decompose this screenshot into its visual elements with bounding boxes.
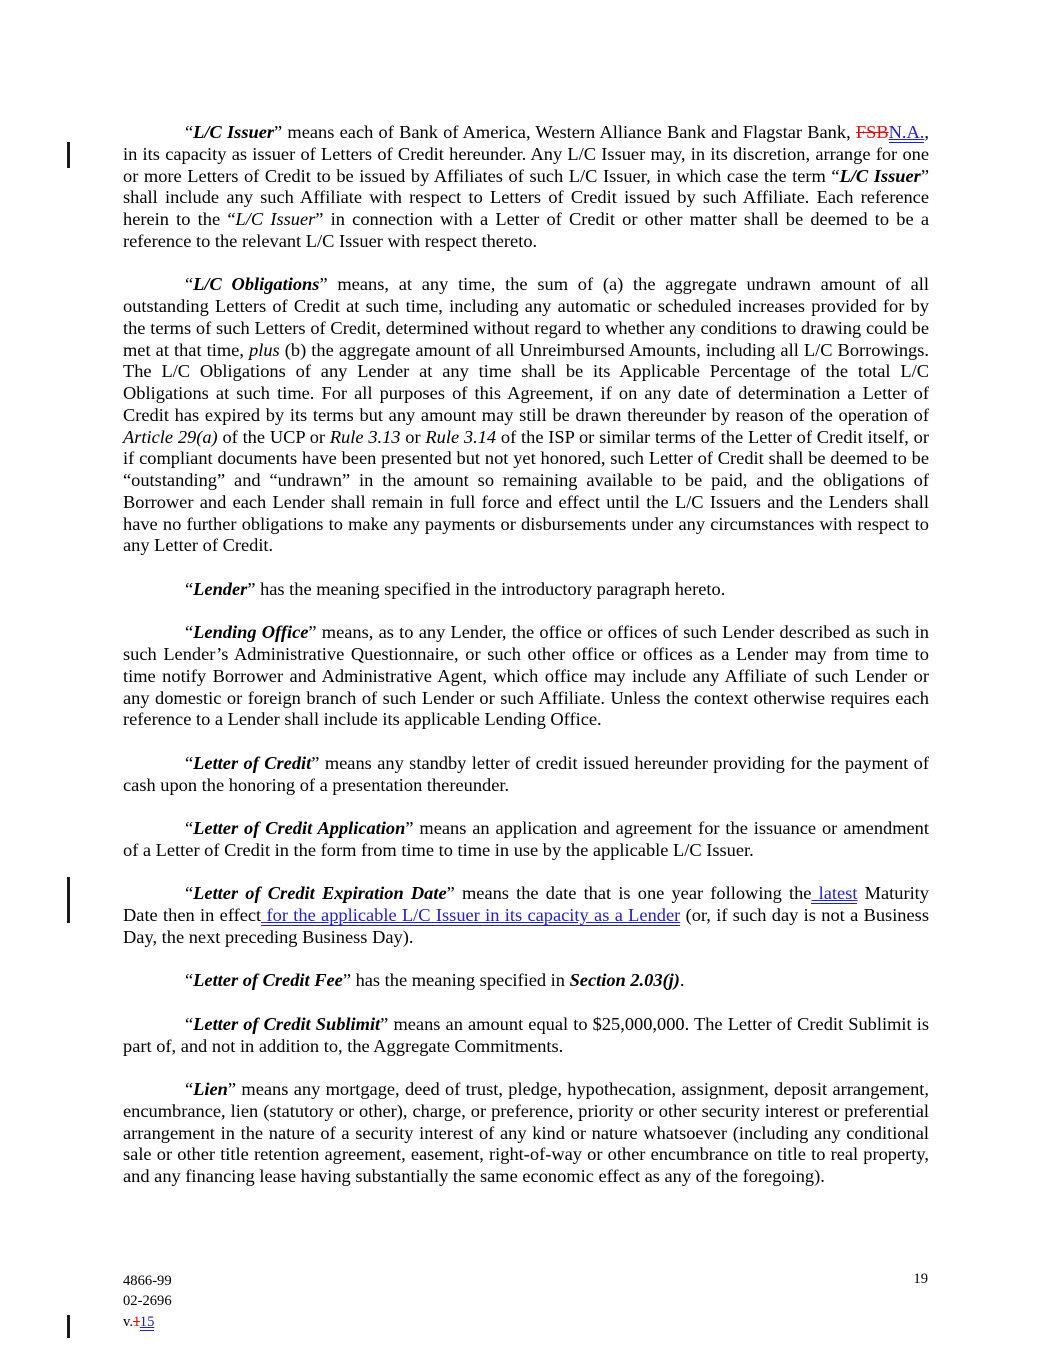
footer-doc-number: 4866-99 [123,1273,172,1289]
definition-lc-obligations: “L/C Obligations” means, at any time, the sum of (a) the aggregate undrawn amount of all outstanding Letters of Credit at such time, including any automatic or scheduled increases provided for by the terms of such Letters of Credit, determined without regard to whether any conditions to drawing could be met at that time, plus (b) the aggregate amount of all Unreimbursed Amounts, including all L/C Borrowings. The L/C Obligations of any Lender at any time shall be its Applicable Percentage of the total L/C Obligations at such time. For all purposes of this Agreement, if on any date of determination a Letter of Credit has expired by its terms but any amount may still be drawn thereunder by reason of the operation of Article 29(a) of the UCP or Rule 3.13 or Rule 3.14 of the ISP or similar terms of the Letter of Credit itself, or if compliant documents have been presented but not yet honored, such Letter of Credit shall be deemed to be “outstanding” and “undrawn” in the amount so remaining available to be paid, and the obligations of Borrower and each Lender shall remain in full force and effect until the L/C Issuers and the Lenders shall have no further obligations to make any payments or disbursements under any circumstances with respect to any Letter of Credit. [123,274,930,556]
revision-change-bar [67,142,70,168]
page-number: 19 [913,1271,928,1287]
definition-letter-of-credit: “Letter of Credit” means any standby letter of credit issued hereunder providing for the payment of cash upon the honoring of a presentation thereunder. [123,752,929,795]
footer-version-deleted: 1 [133,1313,140,1330]
body-text [123,122,929,1210]
footer-version [123,1312,172,1332]
definition-letter-of-credit-sublimit: “Letter of Credit Sublimit” means an amount equal to $25,000,000. The Letter of Credit Sublimit is part of, and not in addition to, the Aggregate Commitments. [123,1013,929,1056]
definition-lien: “Lien” means any mortgage, deed of trust, pledge, hypothecation, assignment, deposit arrangement, encumbrance, lien (statutory or other), charge, or preference, priority or other security interest or preferential arrangement in the nature of a security interest of any kind or nature whatsoever (including any conditional sale or other title retention agreement, easement, right-of-way or other encumbrance on title to real property, and any financing lease having substantially the same economic effect as any of the foregoing). [123,1079,929,1186]
footer-document-ids [123,1271,172,1332]
definition-lc-issuer: “L/C Issuer” means each of Bank of America, Western Alliance Bank and Flagstar Bank, FSBN.A., in its capacity as issuer of Letters of Credit hereunder. Any L/C Issuer may, in its discretion, arrange for one or more Letters of Credit to be issued by Affiliates of such L/C Issuer, in which case the term “L/C Issuer” shall include any such Affiliate with respect to Letters of Credit issued by such Affiliate. Each reference herein to the “L/C Issuer” in connection with a Letter of Credit or other matter shall be deemed to be a reference to the relevant L/C Issuer with respect thereto. [123,122,929,251]
definition-letter-of-credit-expiration-date: “Letter of Credit Expiration Date” means the date that is one year following the latest Maturity Date then in effect for the applicable L/C Issuer in its capacity as a Lender (or, if such day is not a Business Day, the next preceding Business Day). [123,883,929,947]
definition-lending-office: “Lending Office” means, as to any Lender, the office or offices of such Lender described as such in such Lender’s Administrative Questionnaire, or such other office or offices as a Lender may from time to time notify Borrower and Administrative Agent, which office may include any Affiliate of such Lender or any domestic or foreign branch of such Lender or such Affiliate. Unless the context otherwise requires each reference to a Lender shall include its applicable Lending Office. [123,622,929,730]
revision-change-bar [67,877,70,923]
footer-version-inserted: 15 [139,1313,155,1330]
footer-version-prefix: v. [123,1313,133,1330]
definition-letter-of-credit-application: “Letter of Credit Application” means an application and agreement for the issuance or amendment of a Letter of Credit in the form from time to time in use by the applicable L/C Issuer. [123,818,929,860]
footer-matter-number: 02-2696 [123,1293,172,1310]
definition-lender: “Lender” has the meaning specified in the introductory paragraph hereto. [185,578,726,599]
definition-letter-of-credit-fee: “Letter of Credit Fee” has the meaning specified in Section 2.03(j). [185,970,685,991]
revision-change-bar [67,1315,70,1338]
